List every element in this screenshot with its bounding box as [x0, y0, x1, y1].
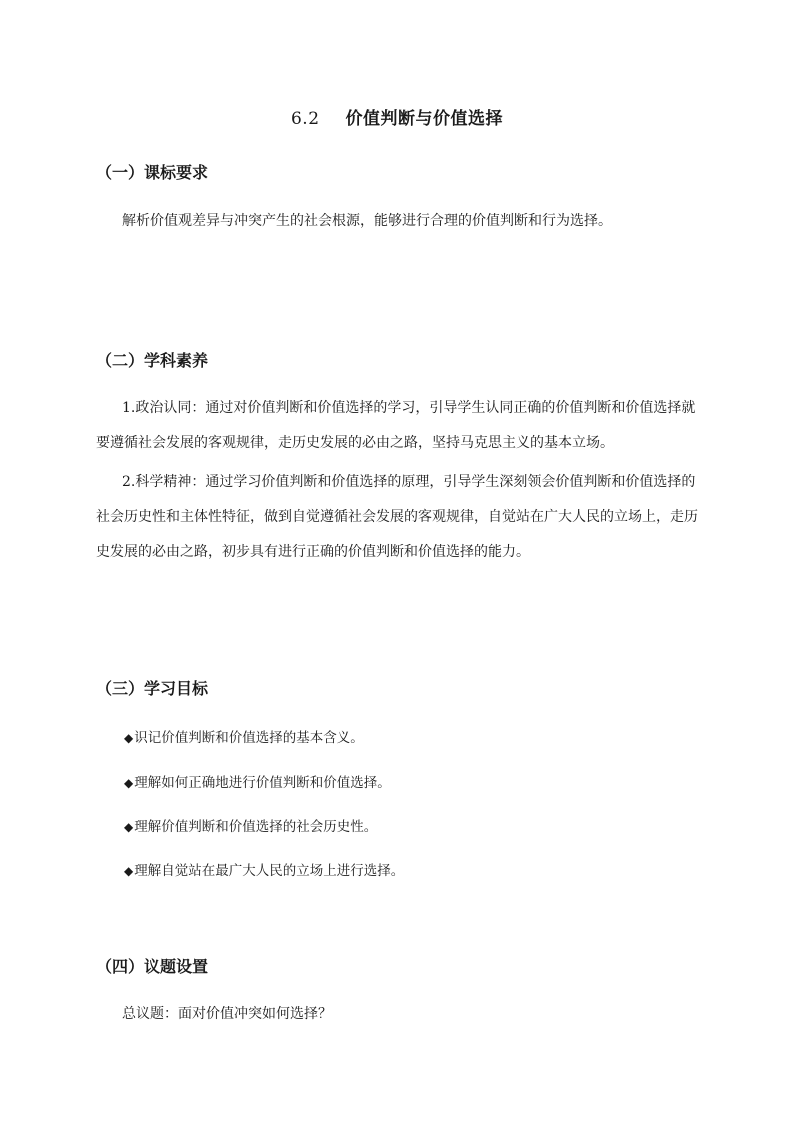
diamond-bullet-icon: ◆	[124, 731, 134, 745]
objective-item: ◆理解如何正确地进行价值判断和价值选择。	[124, 775, 391, 791]
objective-item: ◆理解价值判断和价值选择的社会历史性。	[124, 819, 378, 835]
title-text: 价值判断与价值选择	[345, 109, 504, 129]
objective-item: ◆识记价值判断和价值选择的基本含义。	[124, 730, 364, 746]
literacy-paragraph-2: 2.科学精神：通过学习价值判断和价值选择的原理，引导学生深刻领会价值判断和价值选择的社会历史性和主体性特征，做到自觉遵循社会发展的客观规律，自觉站在广大人民的立场上，走历史发展的必由之路，初步具有进行正确的价值判断和价值选择的能力。	[96, 474, 698, 560]
section-heading-objectives: （三）学习目标	[96, 679, 209, 698]
literacy-paragraph-1: 1.政治认同：通过对价值判断和价值选择的学习，引导学生认同正确的价值判断和价值选择就要遵循社会发展的客观规律，走历史发展的必由之路，坚持马克思主义的基本立场。	[96, 400, 696, 451]
objective-item: ◆理解自觉站在最广大人民的立场上进行选择。	[124, 863, 405, 879]
page-title	[0, 104, 794, 129]
section-heading-topic: （四）议题设置	[96, 957, 209, 976]
diamond-bullet-icon: ◆	[124, 864, 134, 878]
section-heading-literacy: （二）学科素养	[96, 351, 209, 370]
curriculum-text: 解析价值观差异与冲突产生的社会根源，能够进行合理的价值判断和行为选择。	[122, 213, 612, 229]
topic-text: 总议题：面对价值冲突如何选择？	[122, 1006, 332, 1022]
section-heading-curriculum: （一）课标要求	[96, 163, 209, 182]
title-number: 6.2	[290, 109, 320, 129]
diamond-bullet-icon: ◆	[124, 776, 134, 790]
diamond-bullet-icon: ◆	[124, 820, 134, 834]
